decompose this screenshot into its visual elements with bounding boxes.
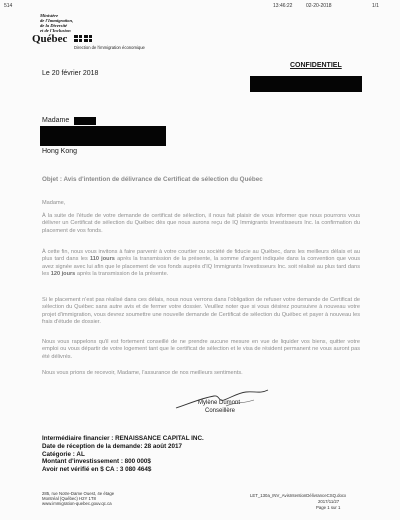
subject-line: Objet : Avis d'intention de délivrance de Certificat de sélection du Québec <box>42 176 263 183</box>
address-city: Hong Kong <box>42 148 78 155</box>
redaction-block <box>74 117 96 125</box>
footer-address-line-2: Montréal (Québec) H2Y 1T8 <box>42 496 96 502</box>
quebec-flag-icon <box>84 35 92 42</box>
paragraph-3: Si le placement n'est pas réalisé dans ces délais, nous nous verrons dans l'obligation de refuser votre demande de Certificat de sélection du Québec sans autre avis et de fermer votre dossier. Veuillez noter que si vous désirez poursuivre à nouveau votre projet d'immigration, vous devrez soumettre une nouvelle demande de Certificat de sélection du Québec et payer à nouveau les frais d'étude de dossier. <box>42 297 360 325</box>
case-info-block <box>42 435 204 474</box>
closing: Nous vous prions de recevoir, Madame, l'assurance de nos meilleurs sentiments. <box>42 370 243 376</box>
ministry-line-4: et de l'Inclusion <box>40 28 71 33</box>
fax-header-date: 02-20-2018 <box>306 3 332 9</box>
paragraph-1: À la suite de l'étude de votre demande de certificat de sélection, il nous fait plaisir de vous informer que nous pourrons vous délivrer un Certificat de sélection du Québec dès que nous aurons reçu de IQ Immigrants Investisseurs Inc. la confirmation du placement de vos fonds. <box>42 213 360 234</box>
ministry-line-3: de la Diversité <box>40 23 68 28</box>
confidential-label: CONFIDENTIEL <box>290 62 342 69</box>
fax-header-left: 514 <box>4 3 13 9</box>
received-date-line: Date de réception de la demande: 28 août 2017 <box>42 442 182 450</box>
paragraph-4: Nous vous rappelons qu'il est fortement conseillé de ne prendre aucune mesure en vue de liquider vos biens, quitter votre emploi ou vous départir de votre logement tant que le certificat de sélection et le visa de résident permanent ne vous auront pas été délivrés. <box>42 339 360 360</box>
redaction-block <box>40 126 166 146</box>
footer-doc-ref: LET_130a_INV_AvisIntentionDélivranceCSQ.docx <box>250 493 347 498</box>
investment-line: Montant d'investissement : 800 000$ <box>42 458 151 466</box>
signer-title: Conseillère <box>205 408 236 414</box>
footer-address-line-3: www.immigration-quebec.gouv.qc.ca <box>42 501 112 507</box>
signer-name: Mylène Dumont <box>198 400 241 406</box>
footer-doc-date: 2017/11/27 <box>318 499 340 504</box>
fax-header-page: 1/1 <box>372 3 379 9</box>
net-assets-line: Avoir net vérifié en $ CA : 3 080 464$ <box>42 466 152 474</box>
intermediary-line: Intermédiaire financier : RENAISSANCE CAPITAL INC. <box>42 435 204 442</box>
footer-address <box>42 491 114 507</box>
salutation-name: Madame <box>42 117 70 124</box>
footer-page-number: Page 1 sur 1 <box>316 505 341 510</box>
footer-address-line-1: 285, rue Notre-Dame Ouest, 4e étage <box>42 491 115 496</box>
letter-date: Le 20 février 2018 <box>42 70 99 77</box>
greeting: Madame, <box>42 200 66 206</box>
ministry-line-2: de l'Immigration, <box>40 18 74 23</box>
paragraph-2: À cette fin, nous vous invitons à faire parvenir à votre courtier ou société de fiducie au Québec, dans les meilleurs délais et au plus tard dans les 110 jours après la transmission de la présente, la somme d'argent indiquée dans la convention que vous avez signée avec lui afin que le placement de vos fonds auprès d'IQ Immigrants Investisseurs Inc. soit réalisé au plus tard dans les 120 jours après la transmission de la présente. <box>42 249 360 277</box>
ministry-line-1: Ministère <box>40 13 59 18</box>
ministry-name <box>40 13 73 33</box>
redaction-block <box>250 76 362 92</box>
quebec-wordmark: Québec <box>32 33 68 45</box>
direction-name: Direction de l'immigration économique <box>74 45 145 50</box>
category-line: Catégorie : AL <box>42 450 85 458</box>
fax-header-time: 13:46:22 <box>273 3 293 9</box>
quebec-flag-icon <box>74 35 82 42</box>
